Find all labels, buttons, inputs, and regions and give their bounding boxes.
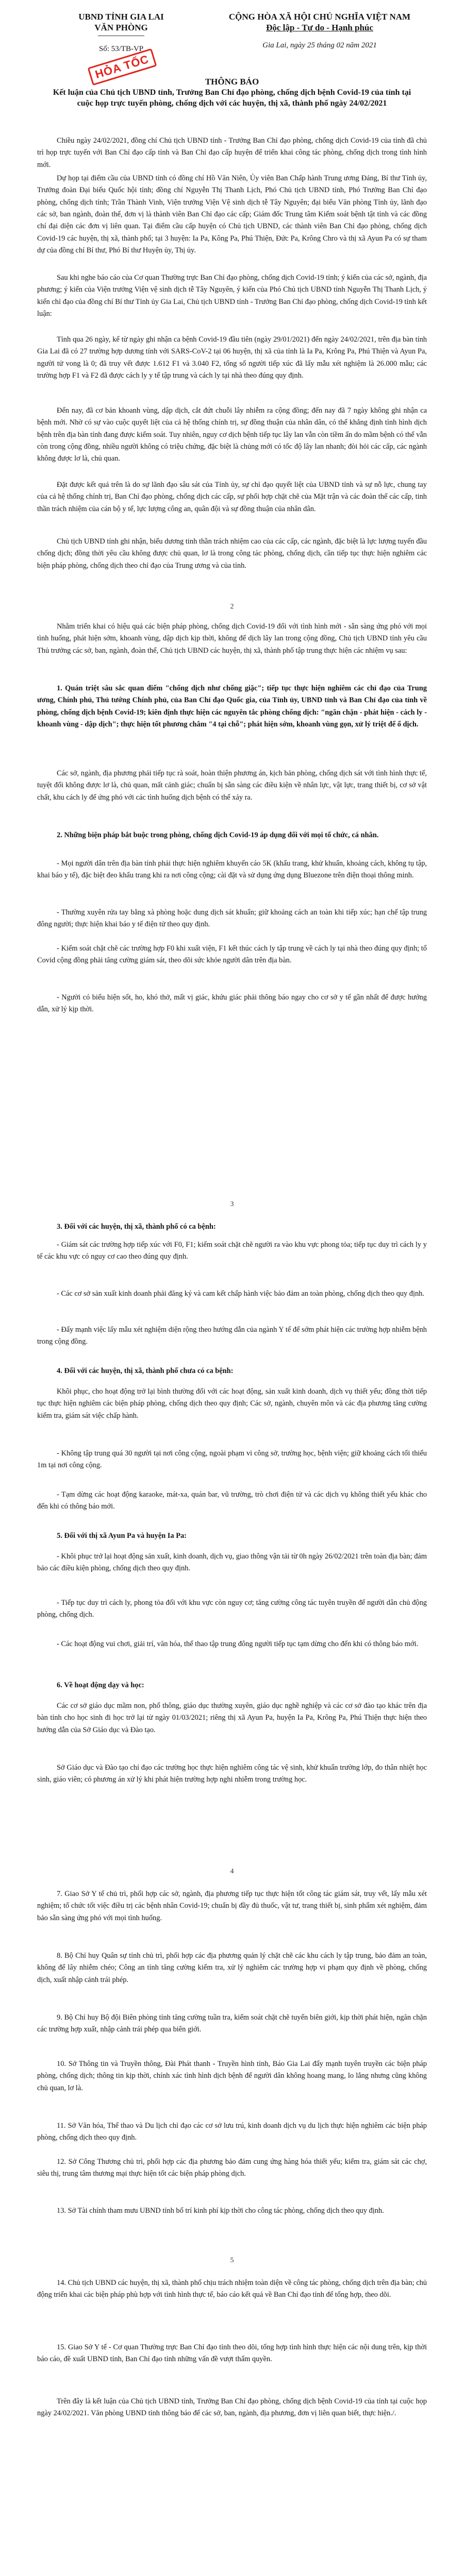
page-number: 4 — [230, 1868, 234, 1875]
item-tracing: - Giám sát các trường hợp tiếp xúc với F0, F1; kiểm soát chặt chẽ người ra vào khu vực phong tỏa; tiếp tục duy trì cách ly y tế các khu vực có nguy cơ cao theo đúng quy định. — [37, 1241, 427, 1261]
section-5: 5. Đối với thị xã Ayun Pa và huyện Ia Pa: — [57, 1532, 187, 1540]
task-industry: 12. Sở Công Thương chủ trì, phối hợp các địa phương bảo đảm cung ứng hàng hóa thiết yếu; kiểm tra, giám sát các chợ, siêu thị, trung tâm thương mại thực hiện tốt các biện pháp phòng dịch. — [37, 2158, 427, 2178]
paragraph-commendation: Chủ tịch UBND tỉnh ghi nhận, biểu dương tinh thần trách nhiệm cao của các cấp, các ngành, đặc biệt là lực lượng tuyến đầu chống dịch; đồng thời yêu cầu không được chủ quan, lơ là trong công tác phòng, chống dịch, cần tiếp tục thực hiện nghiêm các biện pháp phòng, chống dịch theo chỉ đạo của Trung ương và của tỉnh. — [37, 537, 427, 570]
task-culture: 11. Sở Văn hóa, Thể thao và Du lịch chỉ đạo các cơ sở lưu trú, kinh doanh dịch vụ du lịch thực hiện nghiêm các biện pháp phòng, chống dịch theo quy định. — [37, 2122, 427, 2142]
paragraph-attendees: Dự họp tại điểm cầu của UBND tỉnh có đồng chí Hồ Văn Niên, Ủy viên Ban Chấp hành Trung ương Đảng, Bí thư Tỉnh ủy, Trưởng đoàn Đại biểu Quốc hội tỉnh; đồng chí Nguyễn Thị Thanh Lịch, Phó Chủ tịch UBND tỉnh, Phó Trưởng Ban Chỉ đạo phòng, chống dịch tỉnh; Trần Thành Vinh, Viện trưởng Viện Vệ sinh dịch tễ Tây Nguyên; đại biểu Văn phòng Tỉnh ủy, lãnh đạo các sở, ban ngành, đoàn thể, đơn vị là thành viên Ban Chỉ đạo các cấp; Giám đốc Trung tâm Kiểm soát bệnh tật tỉnh và các đồng chí đại diện các đơn vị liên quan. Tại điểm cầu cấp huyện có Chủ tịch UBND, các thành viên Ban Chỉ đạo phòng, chống dịch Covid-19 các huyện, thị xã, thành phố; tại 3 huyện: Ia Pa, Kông Pa, Phú Thiện, Đức Pa, Krông Chro và thị xã Ayun Pa có sự tham dự của đồng chí Bí thư, Phó Bí thư Huyện ủy, Thị ủy. — [37, 174, 427, 255]
item-suspend: - Tạm dừng các hoạt động karaoke, mát-xa, quán bar, vũ trường, trò chơi điện tử và các dịch vụ không thiết yếu khác cho đến khi có thông báo mới. — [37, 1490, 427, 1511]
section-2: 2. Những biện pháp bắt buộc trong phòng, chống dịch Covid-19 áp dụng đối với mọi tổ chức, cá nhân. — [57, 831, 379, 839]
item-ayunpa-reopen: - Khôi phục trở lại hoạt động sản xuất, kinh doanh, dịch vụ, giao thông vận tải từ 0h ngày 26/02/2021 trên toàn địa bàn; đảm bảo các điều kiện phòng, chống dịch theo quy định. — [37, 1552, 427, 1573]
task-health: 7. Giao Sở Y tế chủ trì, phối hợp các sở, ngành, địa phương tiếp tục thực hiện tốt công tác giám sát, truy vết, lấy mẫu xét nghiệm; tổ chức tốt việc điều trị các bệnh nhân Covid-19; chuẩn bị đầy đủ thuốc, vật tư, trang thiết bị, sinh phẩm xét nghiệm, đảm bảo sẵn sàng ứng phó với mọi tình huống. — [37, 1890, 427, 1922]
item-reopen: Khôi phục, cho hoạt động trở lại bình thường đối với các hoạt động, sản xuất kinh doanh, dịch vụ thiết yếu; đồng thời tiếp tục thực hiện nghiêm các biện pháp phòng, chống dịch theo quy định; Các sở, ngành, chuyên môn và các địa phương tăng cường kiểm tra, giám sát việc chấp hành. — [37, 1387, 427, 1420]
item-school-hygiene: Sở Giáo dục và Đào tạo chỉ đạo các trường học thực hiện nghiêm công tác vệ sinh, khử khuẩn trường lớp, đo thân nhiệt học sinh, giáo viên; có phương án xử lý khi phát hiện trường hợp nghi nhiễm trong trường học. — [37, 1764, 427, 1784]
page-number: 3 — [230, 1200, 234, 1208]
section-4: 4. Đối với các huyện, thị xã, thành phố chưa có ca bệnh: — [57, 1367, 234, 1375]
urgent-stamp: HỎA TỐC — [88, 48, 157, 86]
paragraph-results: Đặt được kết quả trên là do sự lãnh đạo sâu sát của Tỉnh ủy, sự chỉ đạo quyết liệt của UBND tỉnh và sự nỗ lực, chung tay của cả hệ thống chính trị, Ban Chỉ đạo phòng, chống dịch các cấp, sự phối hợp chặt chẽ của Mặt trận và các đoàn thể các cấp, tinh thần trách nhiệm của cán bộ y tế, lực lượng công an, quân đội và sự đồng thuận của nhân dân. — [37, 481, 427, 513]
paragraph-intro: Chiều ngày 24/02/2021, đồng chí Chủ tịch UBND tỉnh - Trưởng Ban Chỉ đạo phòng, chống dịch Covid-19 của tỉnh đã chủ trì họp trực tuyến với Ban Chỉ đạo cấp tỉnh và Ban Chỉ đạo cấp huyện để triển khai công tác phòng, chống dịch trong tình hình mới. — [37, 137, 427, 169]
task-monitoring: 15. Giao Sở Y tế - Cơ quan Thường trực Ban Chỉ đạo tỉnh theo dõi, tổng hợp tình hình thực hiện các nội dung trên, kịp thời báo cáo, đề xuất UBND tỉnh, Ban Chỉ đạo tỉnh những vấn đề vượt thẩm quyền. — [37, 2343, 427, 2364]
section-3: 3. Đối với các huyện, thị xã, thành phố có ca bệnh: — [57, 1223, 216, 1231]
item-5k: - Mọi người dân trên địa bàn tỉnh phải thực hiện nghiêm khuyến cáo 5K (khẩu trang, khử khuẩn, khoảng cách, không tụ tập, khai báo y tế), đặc biệt đeo khẩu trang khi ra nơi công cộng; cài đặt và sử dụng ứng dụng Bluezone trên điện thoại thông minh. — [37, 859, 427, 880]
doc-number: Số: 53/TB-VP — [98, 44, 144, 53]
country-name: CỘNG HÒA XÃ HỘI CHỦ NGHĨA VIỆT NAM — [228, 12, 411, 22]
agency-parent: UBND TỈNH GIA LAI — [78, 12, 164, 22]
title-subject: Kết luận của Chủ tịch UBND tỉnh, Trưởng Ban Chỉ đạo phòng, chống dịch bệnh Covid-19 của tỉnh tại cuộc họp trực tuyến phòng, chống dịch với các huyện, thị xã, thành phố ngày 24/02/2021 — [53, 88, 411, 108]
paragraph-situation: Tỉnh qua 26 ngày, kể từ ngày ghi nhận ca bệnh Covid-19 đầu tiên (ngày 29/01/2021) đến ngày 24/02/2021, trên địa bàn tỉnh Gia Lai đã có 27 trường hợp dương tính với SARS-CoV-2 tại 06 huyện, thị xã của tỉnh là Ia Pa, Krông Pa, Phú Thiện và Ayun Pa, người tử vong là 0; đã truy vết được 1.612 F1 và 3.040 F2, tổng số người tiếp xúc đã lấy mẫu xét nghiệm là 26.000 mẫu; các trường hợp F1 và F2 đã được cách ly y tế tập trung và cách ly tại nhà theo đúng quy định. — [37, 335, 427, 380]
task-finance: 13. Sở Tài chính tham mưu UBND tỉnh bố trí kinh phí kịp thời cho công tác phòng, chống dịch theo quy định. — [57, 2207, 384, 2215]
issue-date: Gia Lai, ngày 25 tháng 02 năm 2021 — [262, 41, 377, 49]
task-military-police: 8. Bộ Chỉ huy Quân sự tỉnh chủ trì, phối hợp các địa phương quản lý chặt chẽ các khu cách ly tập trung, bảo đảm an toàn, không để lây nhiễm chéo; Công an tỉnh tăng cường kiểm tra, xử lý nghiêm các trường hợp vi phạm quy định về phòng, chống dịch, xuất nhập cảnh trái phép. — [37, 1952, 427, 1984]
item-businesses: - Các cơ sở sản xuất kinh doanh phải đăng ký và cam kết chấp hành việc bảo đảm an toàn phòng, chống dịch theo quy định. — [57, 1290, 424, 1298]
item-schools: Các cơ sở giáo dục mầm non, phổ thông, giáo dục thường xuyên, giáo dục nghề nghiệp và các cơ sở đào tạo khác trên địa bàn tỉnh cho học sinh đi học trở lại từ ngày 01/03/2021; riêng thị xã Ayun Pa, huyện Ia Pa, Krông Pa, Phú Thiện thực hiện theo hướng dẫn của Sở Giáo dục và Đào tạo. — [37, 1702, 427, 1734]
section-6: 6. Về hoạt động dạy và học: — [57, 1681, 144, 1689]
task-districts: 14. Chủ tịch UBND các huyện, thị xã, thành phố chịu trách nhiệm toàn diện về công tác phòng, chống dịch trên địa bàn; chủ động triển khai các biện pháp phù hợp với tình hình thực tế, báo cáo kết quả về Ban Chỉ đạo tỉnh để tổng hợp, theo dõi. — [37, 2279, 427, 2299]
paragraph-reports: Sau khi nghe báo cáo của Cơ quan Thường trực Ban Chỉ đạo phòng, chống dịch Covid-19 tỉnh; ý kiến của các sở, ngành, địa phương; ý kiến của Viện trưởng Viện vệ sinh dịch tễ Tây Nguyên, ý kiến của Phó Chủ tịch UBND tỉnh Nguyễn Thị Thanh Lịch, ý kiến chỉ đạo của đồng chí Bí thư Tỉnh ủy Gia Lai, Chủ tịch UBND tỉnh - Trưởng Ban Chỉ đạo phòng, chống dịch Covid-19 tỉnh kết luận: — [37, 274, 427, 318]
item-symptoms: - Người có biểu hiện sốt, ho, khó thở, mất vị giác, khứu giác phải thông báo ngay cho cơ sở y tế gần nhất để được hướng dẫn, xử lý kịp thời. — [37, 993, 427, 1014]
document-title — [52, 76, 412, 109]
page-number: 2 — [230, 603, 234, 611]
page-number: 5 — [230, 2257, 234, 2264]
task-media: 10. Sở Thông tin và Truyền thông, Đài Phát thanh - Truyền hình tỉnh, Báo Gia Lai đẩy mạnh tuyên truyền các biện pháp phòng, chống dịch; thông tin kịp thời, chính xác tình hình dịch bệnh để người dân không hoang mang, lo lắng nhưng cũng không chủ quan, lơ là. — [37, 2060, 427, 2092]
item-testing: - Đẩy mạnh việc lấy mẫu xét nghiệm diện rộng theo hướng dẫn của ngành Y tế để sớm phát hiện các trường hợp nhiễm bệnh trong cộng đồng. — [37, 1326, 427, 1346]
item-ayunpa-events: - Các hoạt động vui chơi, giải trí, văn hóa, thể thao tập trung đông người tiếp tục tạm dừng cho đến khi có thông báo mới. — [57, 1640, 419, 1648]
title-kind: THÔNG BÁO — [205, 77, 259, 87]
paragraph-preparedness: Các sở, ngành, địa phương phải tiếp tục rà soát, hoàn thiện phương án, kịch bản phòng, chống dịch sát với tình hình thực tế, tuyệt đối không được lơ là, chủ quan, mất cảnh giác; chuẩn bị sẵn sàng các điều kiện về nhân lực, vật lực, trang thiết bị, cơ sở vật chất, khu cách ly để ứng phó với các tình huống dịch bệnh có thể xảy ra. — [37, 769, 427, 802]
section-1: 1. Quán triệt sâu sắc quan điểm "chống dịch như chống giặc"; tiếp tục thực hiện nghiêm các chỉ đạo của Trung ương, Chính phủ, Thủ tướng Chính phủ, của Ban Chỉ đạo Quốc gia, của Tỉnh ủy, UBND tỉnh và Ban Chỉ đạo của tỉnh về phòng, chống dịch bệnh Covid-19; kiên định thực hiện các nguyên tắc phòng chống dịch: "ngăn chặn - phát hiện - cách ly - khoanh vùng - dập dịch"; thực hiện tốt phương châm "4 tại chỗ"; phát hiện sớm, khoanh vùng gọn, xử lý triệt để ổ dịch. — [37, 684, 427, 728]
national-motto: Độc lập - Tự do - Hạnh phúc — [266, 23, 373, 33]
issuing-agency — [36, 11, 206, 54]
task-border: 9. Bộ Chỉ huy Bộ đội Biên phòng tỉnh tăng cường tuần tra, kiểm soát chặt chẽ tuyến biên giới, kịp thời phát hiện, ngăn chặn các trường hợp xuất, nhập cảnh trái phép qua biên giới. — [37, 2013, 427, 2034]
item-ayunpa-isolation: - Tiếp tục duy trì cách ly, phong tỏa đối với khu vực còn nguy cơ; tăng cường công tác tuyên truyền để người dân chủ động phòng, chống dịch. — [37, 1599, 427, 1619]
paragraph-tasks-intro: Nhằm triển khai có hiệu quả các biện pháp phòng, chống dịch Covid-19 đối với tình hình mới - sẵn sàng ứng phó với mọi tình huống, phát hiện sớm, khoanh vùng, dập dịch kịp thời, không để dịch lây lan trong cộng đồng, Chủ tịch UBND tỉnh yêu cầu Thủ trưởng các sở, ban, ngành, đoàn thể, Chủ tịch UBND các huyện, thị xã, thành phố tập trung thực hiện các nhiệm vụ sau: — [37, 622, 427, 655]
item-hygiene: - Thường xuyên rửa tay bằng xà phòng hoặc dung dịch sát khuẩn; giữ khoảng cách an toàn khi tiếp xúc; hạn chế tập trung đông người; thực hiện khai báo y tế điện tử theo quy định. — [37, 908, 427, 929]
item-monitoring: - Kiểm soát chặt chẽ các trường hợp F0 khi xuất viện, F1 kết thúc cách ly tập trung về cách ly tại nhà theo đúng quy định; tổ Covid cộng đồng phải tăng cường giám sát, theo dõi sức khỏe người dân trên địa bàn. — [37, 944, 427, 965]
agency-name: VĂN PHÒNG — [94, 23, 148, 33]
national-heading — [211, 11, 428, 50]
document-header — [36, 11, 428, 68]
paragraph-closing: Trên đây là kết luận của Chủ tịch UBND tỉnh, Trưởng Ban Chỉ đạo phòng, chống dịch bệnh Covid-19 của tỉnh tại cuộc họp ngày 24/02/2021. Văn phòng UBND tỉnh thông báo để các sở, ban, ngành, địa phương, đơn vị liên quan biết, thực hiện./. — [37, 2397, 427, 2418]
paragraph-assessment: Đến nay, đã cơ bản khoanh vùng, dập dịch, cắt đứt chuỗi lây nhiễm ra cộng đồng; đến nay đã 7 ngày không ghi nhận ca bệnh mới. Nhờ có sự vào cuộc quyết liệt của cả hệ thống chính trị, sự đồng thuận của nhân dân, có thể khẳng định tình hình dịch bệnh trên địa bàn tỉnh đang được kiểm soát. Tuy nhiên, nguy cơ dịch bệnh tiếp tục lây lan vẫn còn tiềm ẩn do mầm bệnh có thể vẫn còn trong cộng đồng, nhiều người không có triệu chứng, đặc biệt là chủng mới có tốc độ lây lan nhanh; đòi hỏi các cấp, các ngành không được lơ là, chủ quan. — [37, 406, 427, 463]
item-gathering: - Không tập trung quá 30 người tại nơi công cộng, ngoài phạm vi công sở, trường học, bệnh viện; giữ khoảng cách tối thiểu 1m tại nơi công cộng. — [37, 1449, 427, 1470]
